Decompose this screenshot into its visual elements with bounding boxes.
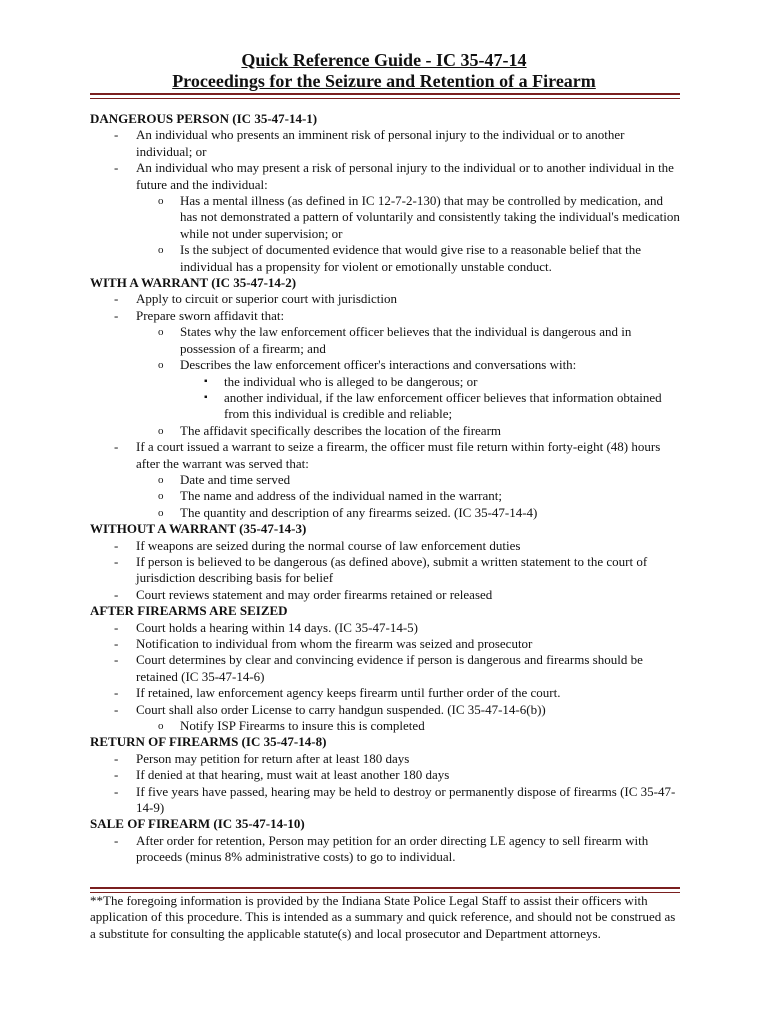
list-item: - Court holds a hearing within 14 days. (IC 35-47-14-5) [114, 619, 418, 635]
dash-marker: - [114, 636, 119, 651]
list-item: - If retained, law enforcement agency keeps firearm until further order of the court. [114, 685, 561, 701]
section-header-return: RETURN OF FIREARMS (IC 35-47-14-8) [90, 734, 327, 750]
dash-marker: - [114, 750, 119, 766]
list-item: - If five years have passed, hearing may be held to destroy or permanently dispose of firearms (IC 35-47-14-9) [114, 783, 676, 816]
dash-marker: - [114, 553, 119, 569]
list-item: - If person is believed to be dangerous (as defined above), submit a written statement to the court of jurisdiction describing basis for belief [114, 553, 648, 586]
dash-marker: - [114, 652, 119, 668]
dash-marker: - [114, 685, 119, 701]
list-item: - An individual who presents an imminent risk of personal injury to the individual or to another individual; or [114, 127, 625, 159]
circle-bullet: o [158, 424, 164, 437]
list-item: - Court determines by clear and convincing evidence if person is dangerous and firearms should be retained (IC 35-47-14-6) [114, 652, 643, 684]
sub-list-item: o The name and address of the individual named in the warrant; [158, 488, 503, 504]
dash-marker: - [114, 832, 119, 848]
circle-bullet: o [158, 326, 164, 339]
list-item: - Apply to circuit or superior court with jurisdiction [114, 291, 398, 307]
section-header-without-warrant: WITHOUT A WARRANT (35-47-14-3) [90, 521, 307, 537]
dash-marker: - [114, 586, 119, 602]
sub-list-item: o Date and time served [158, 471, 291, 487]
square-bullet: ▪ [204, 375, 208, 387]
document-title: Quick Reference Guide - IC 35-47-14 [241, 50, 527, 70]
dash-marker: - [114, 767, 119, 783]
list-item: - Notification to individual from whom the firearm was seized and prosecutor [114, 636, 533, 651]
sub-list-item: o Notify ISP Firearms to insure this is completed [158, 718, 425, 734]
dash-marker: - [114, 160, 119, 176]
list-item: - If weapons are seized during the normal course of law enforcement duties [114, 537, 521, 553]
sub-list-item: o The quantity and description of any firearms seized. (IC 35-47-14-4) [158, 504, 538, 520]
dash-marker: - [114, 307, 119, 323]
sub-list-item: o The affidavit specifically describes the location of the firearm [158, 422, 502, 438]
sub-list-item: o Describes the law enforcement officer's interactions and conversations with: [158, 357, 577, 373]
document-subtitle: Proceedings for the Seizure and Retention of a Firearm [172, 71, 596, 91]
list-item: - Court reviews statement and may order firearms retained or released [114, 586, 493, 602]
section-header-sale: SALE OF FIREARM (IC 35-47-14-10) [90, 816, 305, 832]
square-bullet: ▪ [204, 391, 208, 403]
circle-bullet: o [158, 490, 164, 503]
list-item: - Prepare sworn affidavit that: [114, 307, 285, 323]
section-header-with-warrant: WITH A WARRANT (IC 35-47-14-2) [90, 275, 297, 291]
document-body [90, 111, 680, 866]
list-item: - After order for retention, Person may petition for an order directing LE agency to sell firearm with proceeds (minus 8% administrative costs) to go to individual. [114, 832, 649, 865]
circle-bullet: o [158, 473, 164, 486]
sub-list-item: o Has a mental illness (as defined in IC 12-7-2-130) that may be controlled by medication, and has not demonstrated a pattern of voluntarily and consistently taking the individual's medication while not under supervision; or [158, 193, 680, 241]
dash-marker: - [114, 127, 119, 143]
sub-list-item: o Is the subject of documented evidence that would give rise to a reasonable belief that the individual has a propensity for violent or emotionally unstable conduct. [158, 242, 641, 274]
list-item: - Person may petition for return after at least 180 days [114, 750, 410, 766]
circle-bullet: o [158, 720, 164, 733]
list-item: - If a court issued a warrant to seize a firearm, the officer must file return within forty-eight (48) hours after the warrant was served that: [114, 439, 661, 471]
list-item: - An individual who may present a risk of personal injury to the individual or to another individual in the future and the individual: [114, 160, 674, 192]
title-divider [90, 93, 680, 99]
section-header-after-seized: AFTER FIREARMS ARE SEIZED [90, 603, 288, 619]
dash-marker: - [114, 537, 119, 553]
list-item: - Court shall also order License to carry handgun suspended. (IC 35-47-14-6(b)) [114, 701, 546, 717]
dash-marker: - [114, 291, 119, 307]
dash-marker: - [114, 701, 119, 717]
circle-bullet: o [158, 359, 164, 372]
sub-sub-list-item: ▪ another individual, if the law enforcement officer believes that information obtained from this individual is credible and reliable; [204, 389, 662, 422]
dash-marker: - [114, 783, 119, 799]
dash-marker: - [114, 619, 119, 635]
circle-bullet: o [158, 244, 164, 257]
sub-sub-list-item: ▪ the individual who is alleged to be dangerous; or [204, 373, 478, 389]
circle-bullet: o [158, 195, 164, 208]
dash-marker: - [114, 439, 119, 455]
disclaimer-footnote: **The foregoing information is provided by the Indiana State Police Legal Staff to assist their officers with application of this procedure. This is intended as a summary and quick reference, and should not be construed as a substitute for consulting the applicable statute(s) and local prosecutor and Department attorneys. [90, 893, 676, 941]
section-header-dangerous-person: DANGEROUS PERSON (IC 35-47-14-1) [90, 111, 318, 126]
sub-list-item: o States why the law enforcement officer believes that the individual is dangerous and in possession of a firearm; and [158, 324, 632, 356]
list-item: - If denied at that hearing, must wait at least another 180 days [114, 767, 450, 783]
circle-bullet: o [158, 506, 164, 519]
